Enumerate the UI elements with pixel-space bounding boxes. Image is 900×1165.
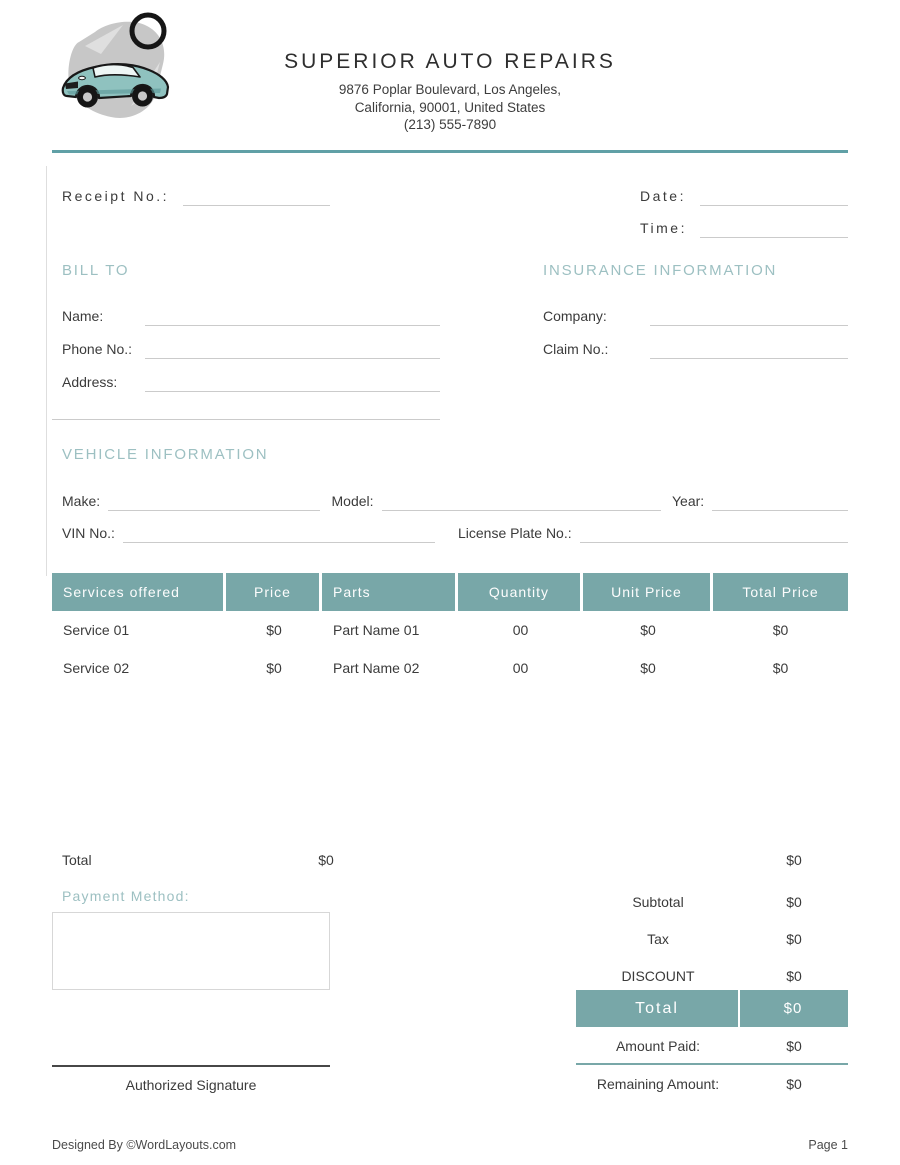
make-label: Make: [62, 492, 101, 509]
bill-to-heading: BILL TO [62, 262, 130, 279]
services-total-price: $0 [318, 852, 334, 868]
discount-row [576, 957, 848, 994]
services-table-header [52, 573, 848, 611]
grand-total-value: $0 [783, 1000, 803, 1017]
remaining-amount-value: $0 [786, 1076, 802, 1092]
time-field [640, 216, 848, 240]
bill-to-address-field [62, 365, 440, 398]
car-keyring-icon [55, 8, 185, 130]
license-plate-label: License Plate No.: [458, 524, 572, 541]
table-row [52, 649, 848, 687]
tax-value: $0 [786, 930, 802, 947]
signature-label: Authorized Signature [125, 1077, 257, 1093]
price-cell: $0 [266, 622, 282, 638]
amount-paid-value: $0 [786, 1038, 802, 1054]
quantity-cell: 00 [512, 622, 529, 638]
phone-input[interactable] [145, 345, 440, 359]
services-table [52, 573, 848, 687]
receipt-no-input[interactable] [183, 192, 330, 206]
vin-label: VIN No.: [62, 524, 115, 541]
make-input[interactable] [108, 497, 320, 511]
discount-label: DISCOUNT [621, 967, 695, 984]
grand-total-band [576, 990, 848, 1027]
subtotal-label: Subtotal [632, 893, 684, 910]
total-price-cell: $0 [772, 660, 789, 676]
col-header-quantity: Quantity [458, 573, 583, 611]
time-label: Time: [640, 220, 687, 236]
part-cell: Part Name 02 [333, 660, 420, 676]
address-input[interactable] [145, 378, 440, 392]
year-label: Year: [672, 492, 705, 509]
license-plate-input[interactable] [580, 529, 848, 543]
year-input[interactable] [712, 497, 848, 511]
insurance-section [543, 299, 848, 365]
address-second-line[interactable] [52, 419, 440, 420]
payment-method-heading: Payment Method: [62, 888, 190, 904]
summary-section [576, 883, 848, 994]
date-label: Date: [640, 188, 686, 204]
col-header-parts: Parts [322, 573, 458, 611]
date-input[interactable] [700, 192, 848, 206]
company-address-line2: California, 90001, United States [354, 99, 546, 115]
tax-row [576, 920, 848, 957]
left-margin-guide [46, 166, 47, 576]
model-label: Model: [331, 492, 374, 509]
unit-price-cell: $0 [640, 660, 656, 676]
bill-to-name-field [62, 299, 440, 332]
subtotal-row [576, 883, 848, 920]
part-cell: Part Name 01 [333, 622, 420, 638]
receipt-no-field [62, 184, 330, 208]
table-row [52, 611, 848, 649]
summary-divider [576, 1063, 848, 1065]
vehicle-make-field [62, 484, 320, 517]
insurance-claim-field [543, 332, 848, 365]
payment-method-box[interactable] [52, 912, 330, 990]
claim-no-label: Claim No.: [543, 340, 609, 357]
company-name: SUPERIOR AUTO REPAIRS [284, 50, 616, 73]
vehicle-row-1 [62, 484, 848, 517]
services-total-grand: $0 [786, 852, 802, 868]
claim-no-input[interactable] [650, 345, 848, 359]
vehicle-row-2 [62, 516, 848, 549]
insurance-heading: INSURANCE INFORMATION [543, 262, 778, 279]
grand-total-label: Total [576, 990, 740, 1027]
company-label: Company: [543, 307, 607, 324]
name-label: Name: [62, 307, 104, 324]
name-input[interactable] [145, 312, 440, 326]
bill-to-section [62, 299, 440, 398]
service-cell: Service 01 [63, 622, 130, 638]
company-info [225, 50, 675, 134]
model-input[interactable] [382, 497, 661, 511]
page-number: Page 1 [808, 1138, 848, 1152]
insurance-company-field [543, 299, 848, 332]
page-footer [52, 1138, 848, 1152]
phone-label: Phone No.: [62, 340, 133, 357]
amount-paid-row [576, 1028, 848, 1064]
vehicle-heading: VEHICLE INFORMATION [62, 446, 269, 463]
company-phone: (213) 555-7890 [403, 117, 497, 132]
col-header-unit-price: Unit Price [583, 573, 713, 611]
price-cell: $0 [266, 660, 282, 676]
company-address-line1: 9876 Poplar Boulevard, Los Angeles, [338, 82, 562, 97]
bill-to-phone-field [62, 332, 440, 365]
company-input[interactable] [650, 312, 848, 326]
amount-paid-label: Amount Paid: [615, 1038, 701, 1054]
vin-input[interactable] [123, 529, 435, 543]
company-logo [55, 8, 185, 130]
unit-price-cell: $0 [640, 622, 656, 638]
designer-credit: Designed By ©WordLayouts.com [52, 1138, 237, 1152]
total-price-cell: $0 [772, 622, 789, 638]
quantity-cell: 00 [512, 660, 529, 676]
signature-line[interactable] [52, 1065, 330, 1067]
address-label: Address: [62, 373, 118, 390]
col-header-services: Services offered [52, 573, 226, 611]
discount-value: $0 [786, 967, 802, 984]
receipt-no-label: Receipt No.: [62, 188, 170, 204]
col-header-price: Price [226, 573, 322, 611]
subtotal-value: $0 [786, 893, 802, 910]
vehicle-vin-field [62, 516, 435, 549]
time-input[interactable] [700, 224, 848, 238]
remaining-amount-label: Remaining Amount: [596, 1076, 720, 1092]
vehicle-model-field [332, 484, 661, 517]
col-header-total-price: Total Price [742, 584, 819, 600]
date-field [640, 184, 848, 208]
service-cell: Service 02 [63, 660, 130, 676]
remaining-amount-row [576, 1066, 848, 1102]
vehicle-plate-field [458, 516, 848, 549]
header-divider [52, 150, 848, 153]
vehicle-year-field [672, 484, 848, 517]
services-total-label: Total [62, 852, 92, 868]
tax-label: Tax [647, 930, 669, 947]
